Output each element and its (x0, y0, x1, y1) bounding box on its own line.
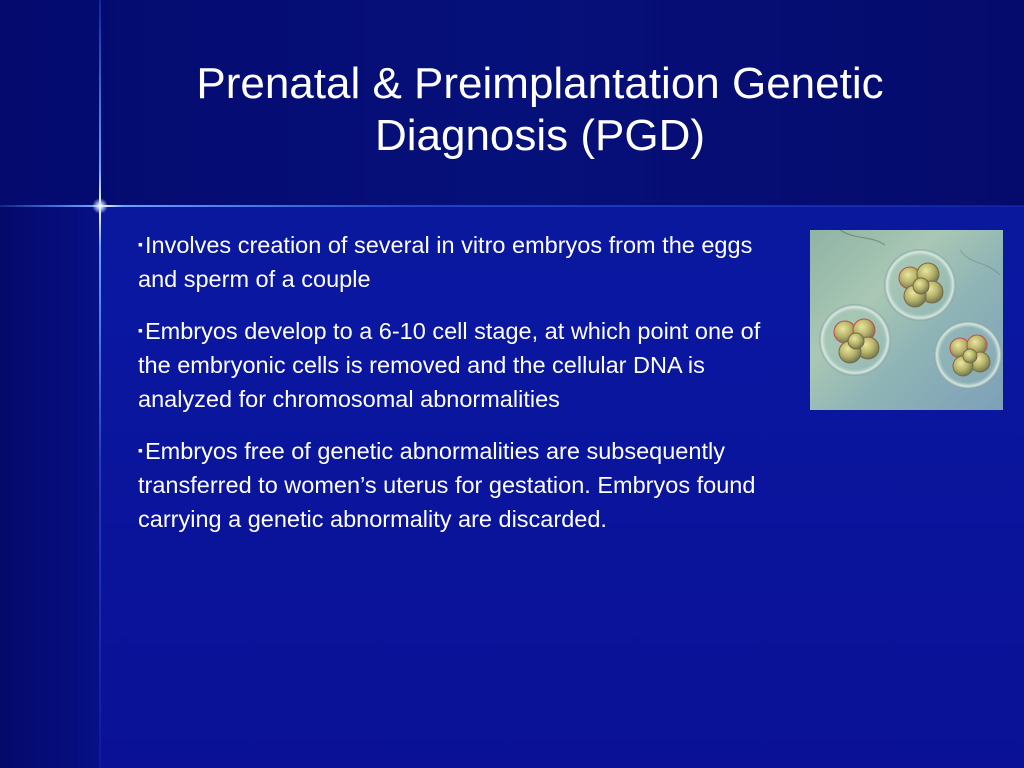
bullet-item (138, 433, 798, 536)
embryo-2 (819, 304, 891, 376)
embryo-3 (934, 321, 1002, 389)
bullet-item (138, 227, 798, 296)
embryo-1 (884, 249, 956, 321)
bullet-text: Involves creation of several in vitro embryos from the eggs and sperm of a couple (138, 232, 753, 292)
bullet-marker: ▪ (138, 322, 143, 338)
horizontal-accent-line (0, 205, 1024, 207)
embryos-illustration (810, 230, 1003, 410)
bullet-text: Embryos develop to a 6-10 cell stage, at which point one of the embryonic cells is removed and the cellular DNA is analyzed for chromosomal abnormalities (138, 318, 761, 412)
vertical-accent-line (99, 0, 101, 768)
sparkle-icon (92, 198, 108, 214)
embryos-photo (810, 230, 1003, 410)
bullet-item (138, 313, 798, 416)
bullet-marker: ▪ (138, 236, 143, 252)
bullet-text: Embryos free of genetic abnormalities are subsequently transferred to women’s uterus for gestation. Embryos found carrying a genetic abnormality are discarded. (138, 438, 756, 532)
slide-title: Prenatal & Preimplantation Genetic Diagnosis (PGD) (196, 59, 884, 160)
bullet-marker: ▪ (138, 442, 143, 458)
bullet-list (138, 227, 798, 553)
